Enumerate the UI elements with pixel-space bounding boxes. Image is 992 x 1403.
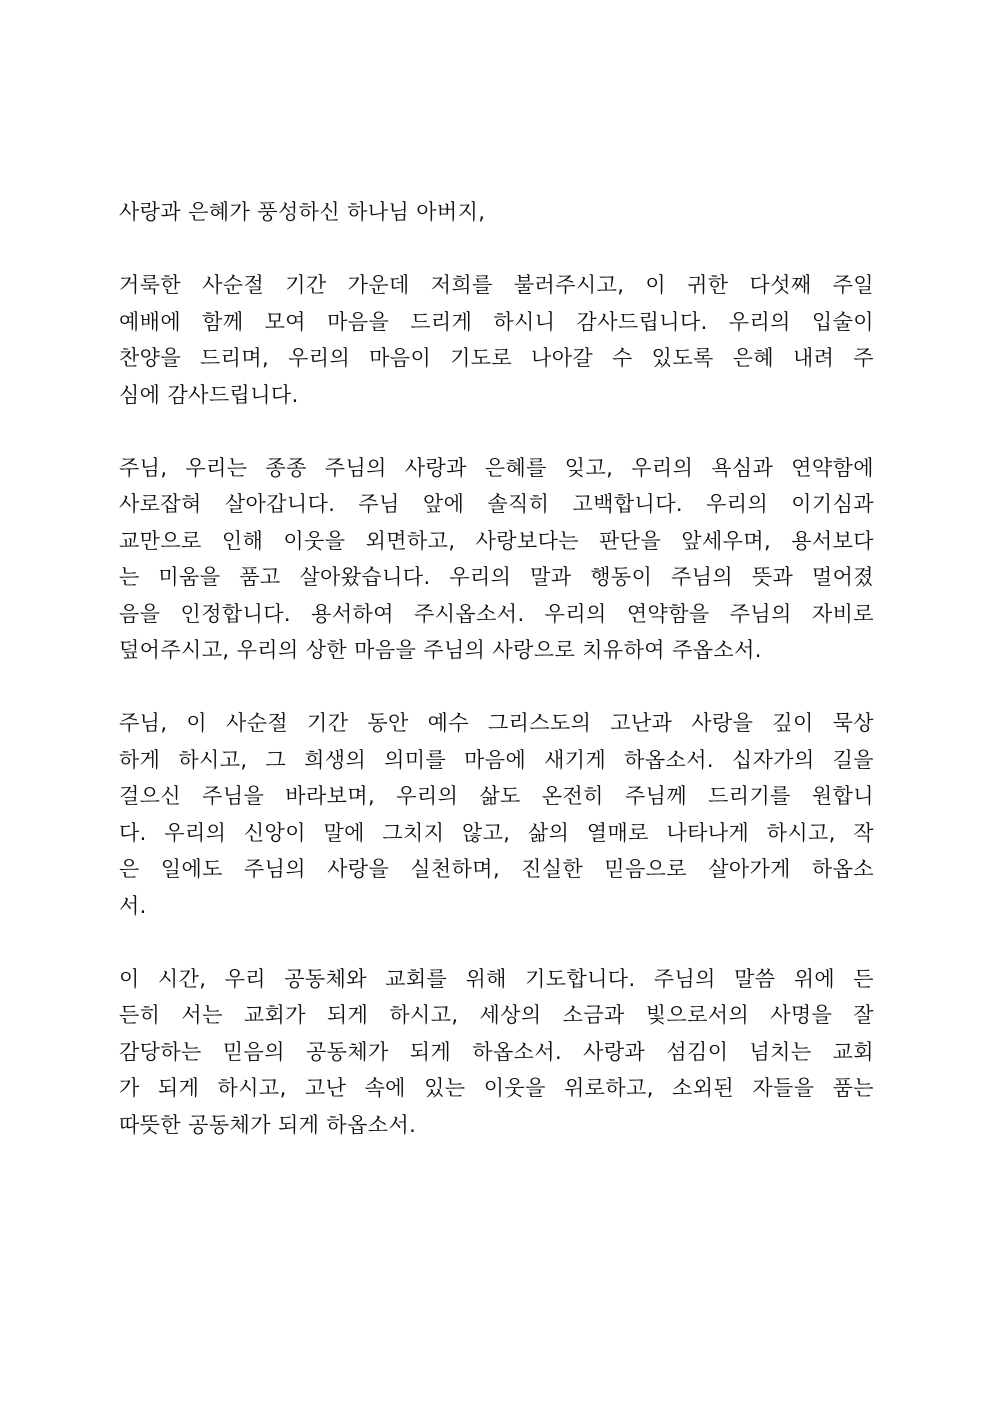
paragraph-line: 는 미움을 품고 살아왔습니다. 우리의 말과 행동이 주님의 뜻과 멀어졌	[119, 565, 874, 589]
paragraph-line: 걸으신 주님을 바라보며, 우리의 삶도 온전히 주님께 드리기를 원합니	[119, 784, 874, 808]
paragraph-line: 따뜻한 공동체가 되게 하옵소서.	[119, 1112, 417, 1137]
paragraph-line: 음을 인정합니다. 용서하여 주시옵소서. 우리의 연약함을 주님의 자비로	[119, 601, 874, 626]
paragraph-line: 은 일에도 주님의 사랑을 실천하며, 진실한 믿음으로 살아가게 하옵소	[119, 857, 874, 881]
paragraph-line: 거룩한 사순절 기간 가운데 저희를 불러주시고, 이 귀한 다섯째 주일	[119, 273, 874, 297]
paragraph-confession	[119, 450, 874, 669]
paragraph-line: 주님, 이 사순절 기간 동안 예수 그리스도의 고난과 사랑을 깊이 묵상	[119, 711, 874, 735]
paragraph-line: 찬양을 드리며, 우리의 마음이 기도로 나아갈 수 있도록 은혜 내려 주	[119, 346, 874, 370]
paragraph-line: 하게 하시고, 그 희생의 의미를 마음에 새기게 하옵소서. 십자가의 길을	[119, 747, 874, 772]
paragraph-line: 주님, 우리는 종종 주님의 사랑과 은혜를 잊고, 우리의 욕심과 연약함에	[119, 455, 874, 480]
paragraph-line: 감당하는 믿음의 공동체가 되게 하옵소서. 사랑과 섬김이 넘치는 교회	[119, 1039, 874, 1064]
prayer-text	[119, 194, 874, 1143]
paragraph-lent-meditation	[119, 705, 874, 924]
paragraph-line: 이 시간, 우리 공동체와 교회를 위해 기도합니다. 주님의 말씀 위에 든	[119, 966, 874, 991]
paragraph-line: 사로잡혀 살아갑니다. 주님 앞에 솔직히 고백합니다. 우리의 이기심과	[119, 492, 874, 516]
paragraph-line: 예배에 함께 모여 마음을 드리게 하시니 감사드립니다. 우리의 입술이	[119, 309, 874, 334]
paragraph-line: 교만으로 인해 이웃을 외면하고, 사랑보다는 판단을 앞세우며, 용서보다	[119, 528, 874, 553]
paragraph-community	[119, 961, 874, 1144]
paragraph-line: 서.	[119, 893, 147, 918]
paragraph-line: 다. 우리의 신앙이 말에 그치지 않고, 삶의 열매로 나타나게 하시고, 작	[119, 820, 874, 845]
paragraph-line: 심에 감사드립니다.	[119, 382, 299, 407]
paragraph-thanksgiving	[119, 267, 874, 413]
paragraph-line: 든히 서는 교회가 되게 하시고, 세상의 소금과 빛으로서의 사명을 잘	[119, 1003, 874, 1027]
greeting-paragraph	[119, 194, 874, 231]
greeting-line: 사랑과 은혜가 풍성하신 하나님 아버지,	[119, 200, 486, 224]
paragraph-line: 가 되게 하시고, 고난 속에 있는 이웃을 위로하고, 소외된 자들을 품는	[119, 1076, 874, 1100]
paragraph-line: 덮어주시고, 우리의 상한 마음을 주님의 사랑으로 치유하여 주옵소서.	[119, 638, 762, 662]
